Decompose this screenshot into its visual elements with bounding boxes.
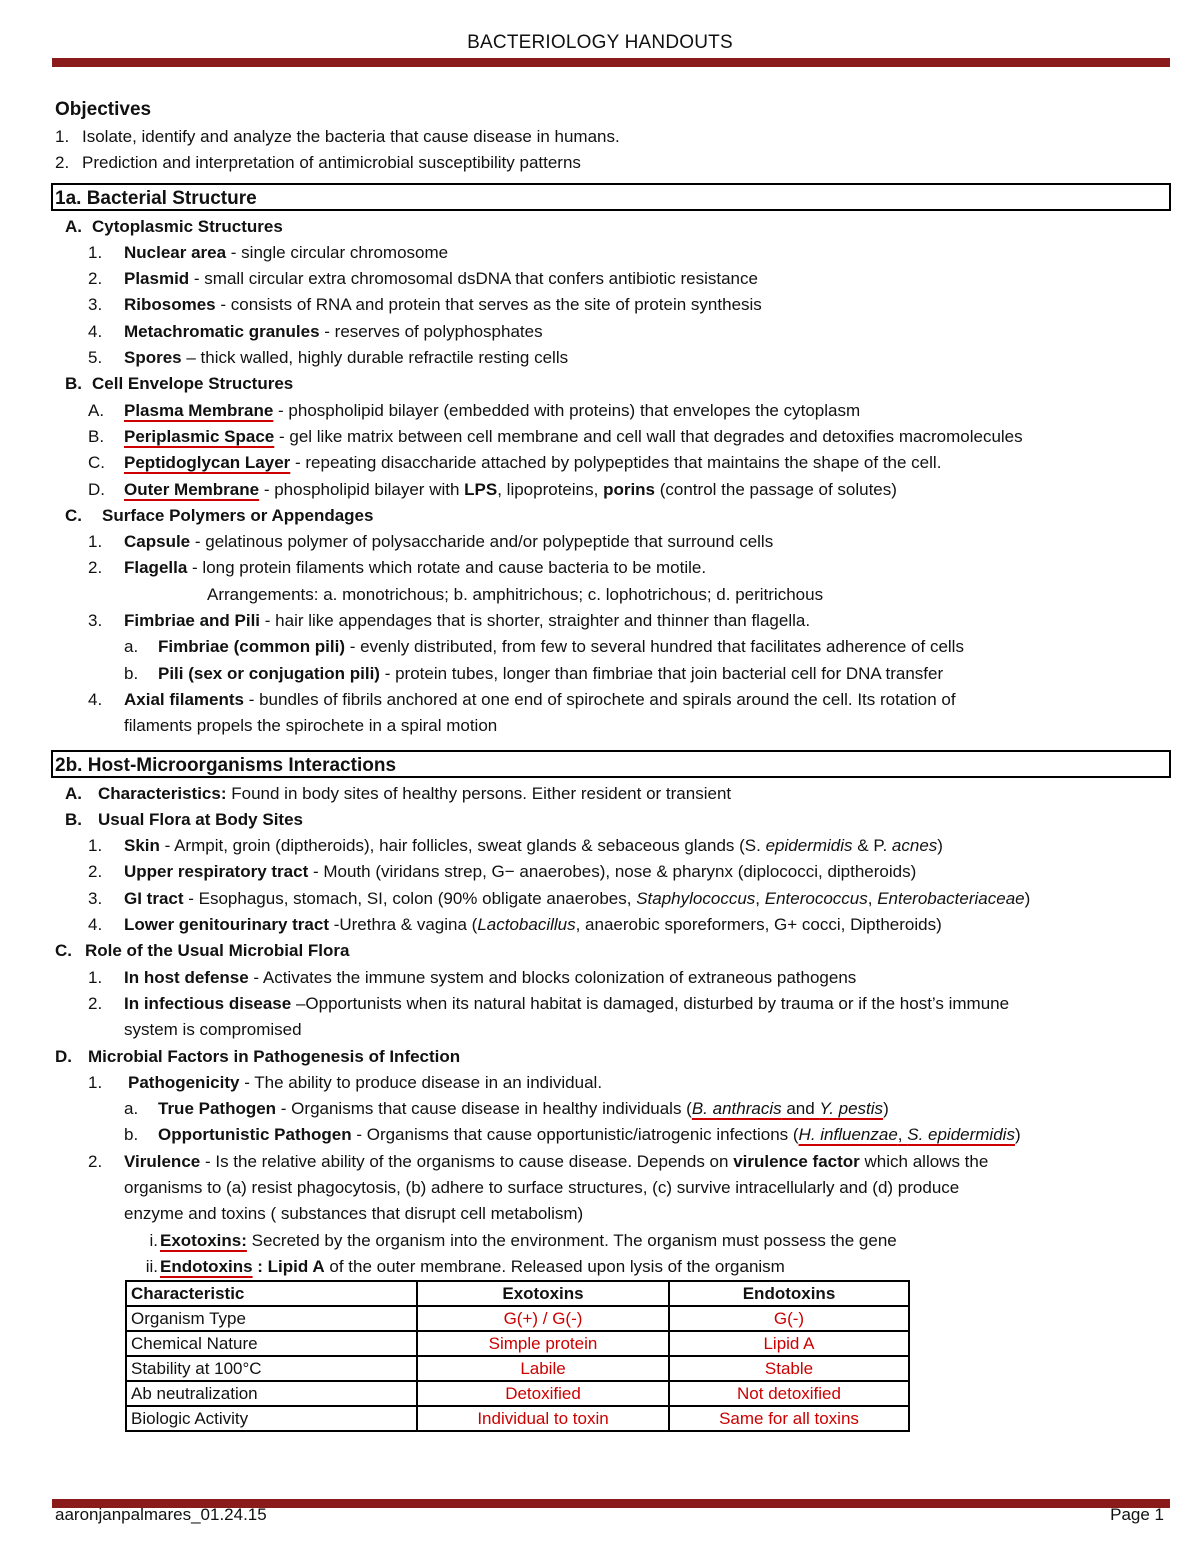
subsection-cell-envelope: B. Cell Envelope Structures [65,374,294,394]
list-item-continuation: Arrangements: a. monotrichous; b. amphitrichous; c. lophotrichous; d. peritrichous [207,584,824,604]
table-cell: Stability at 100°C [126,1356,417,1381]
table-cell: Same for all toxins [669,1406,909,1431]
list-item: ii. Endotoxins : Lipid A of the outer membrane. Released upon lysis of the organism [145,1256,785,1276]
table-cell: Ab neutralization [126,1381,417,1406]
list-item: 3. Ribosomes - consists of RNA and protein that serves as the site of protein synthesis [88,295,762,315]
table-header-cell: Characteristic [126,1281,417,1306]
subsection-characteristics: A. Characteristics: Found in body sites of healthy persons. Either resident or transient [65,783,732,803]
footer-author: aaronjanpalmares_01.24.15 [55,1505,267,1524]
objective-item: 2. Prediction and interpretation of antimicrobial susceptibility patterns [55,153,581,173]
list-item: 1. Pathogenicity - The ability to produce disease in an individual. [88,1072,603,1092]
list-item: A. Plasma Membrane - phospholipid bilayer (embedded with proteins) that envelopes the cytoplasm [88,400,861,420]
table-cell: Chemical Nature [126,1331,417,1356]
list-item: 1. Capsule - gelatinous polymer of polysaccharide and/or polypeptide that surround cells [88,532,774,552]
list-item-continuation: system is compromised [124,1020,302,1040]
page-header-title: BACTERIOLOGY HANDOUTS [467,32,733,53]
footer-page-number: Page 1 [1110,1505,1164,1524]
subsection-microbial-factors: D. Microbial Factors in Pathogenesis of Infection [55,1046,461,1066]
list-item-continuation: enzyme and toxins ( substances that disrupt cell metabolism) [124,1204,584,1224]
list-item: 1. Skin - Armpit, groin (diptheroids), hair follicles, sweat glands & sebaceous glands (S. epidermidis & P. acnes) [88,836,943,856]
list-item: b. Pili (sex or conjugation pili) - protein tubes, longer than fimbriae that join bacterial cell for DNA transfer [124,663,944,683]
subsection-role-flora: C. Role of the Usual Microbial Flora [55,941,350,961]
list-item-continuation: filaments propels the spirochete in a spiral motion [124,716,498,736]
table-cell: Organism Type [126,1306,417,1331]
section-heading-host-interactions: 2b. Host-Microorganisms Interactions [51,750,1171,778]
list-item: 4. Metachromatic granules - reserves of polyphosphates [88,321,543,341]
list-item: B. Periplasmic Space - gel like matrix between cell membrane and cell wall that degrades and detoxifies macromolecules [88,426,1023,446]
objectives-heading: Objectives [55,99,152,120]
table-cell: G(-) [669,1306,909,1331]
table-cell: Stable [669,1356,909,1381]
list-item: a. True Pathogen - Organisms that cause disease in healthy individuals (B. anthracis and Y. pestis) [124,1099,889,1119]
table-cell: Lipid A [669,1331,909,1356]
list-item: b. Opportunistic Pathogen - Organisms that cause opportunistic/iatrogenic infections (H. influenzae, S. epidermidis) [124,1125,1021,1145]
list-item: 1. In host defense - Activates the immune system and blocks colonization of extraneous pathogens [88,967,857,987]
table-cell: Biologic Activity [126,1406,417,1431]
list-item: 5. Spores – thick walled, highly durable refractile resting cells [88,348,569,368]
list-item-continuation: organisms to (a) resist phagocytosis, (b) adhere to surface structures, (c) survive intracellularly and (d) produce [124,1177,960,1197]
subsection-cytoplasmic: A. Cytoplasmic Structures [65,216,283,236]
list-item: 2. Virulence - Is the relative ability of the organisms to cause disease. Depends on virulence factor which allows the [88,1151,989,1171]
header-rule [52,58,1170,67]
list-item: 2. In infectious disease –Opportunists when its natural habitat is damaged, disturbed by trauma or if the host’s immune [88,993,1010,1013]
table-cell: Individual to toxin [417,1406,669,1431]
list-item: 4. Axial filaments - bundles of fibrils anchored at one end of spirochete and spirals around the cell. Its rotation of [88,689,956,709]
list-item: i. Exotoxins: Secreted by the organism into the environment. The organism must possess the gene [149,1230,897,1250]
table-row [126,1306,909,1331]
table-row [126,1381,909,1406]
list-item: 3. GI tract - Esophagus, stomach, SI, colon (90% obligate anaerobes, Staphylococcus, Enterococcus, Enterobacteriaceae) [88,888,1031,908]
table-row [126,1406,909,1431]
table-cell: Simple protein [417,1331,669,1356]
objective-item: 1. Isolate, identify and analyze the bacteria that cause disease in humans. [55,127,620,146]
list-item: C. Peptidoglycan Layer - repeating disaccharide attached by polypeptides that maintains the shape of the cell. [88,453,942,473]
list-item: D. Outer Membrane - phospholipid bilayer with LPS, lipoproteins, porins (control the passage of solutes) [88,479,897,499]
table-cell: Detoxified [417,1381,669,1406]
table-header-cell: Exotoxins [417,1281,669,1306]
table-header-row [126,1281,909,1306]
list-item: 2. Plasmid - small circular extra chromosomal dsDNA that confers antibiotic resistance [88,269,758,289]
table-cell: Labile [417,1356,669,1381]
list-item: 3. Fimbriae and Pili - hair like appendages that is shorter, straighter and thinner than flagella. [88,611,811,631]
list-item: 1. Nuclear area - single circular chromosome [88,242,449,262]
table-row [126,1331,909,1356]
list-item: 2. Flagella - long protein filaments which rotate and cause bacteria to be motile. [88,558,707,578]
section-heading-bacterial-structure: 1a. Bacterial Structure [51,183,1171,211]
table-header-cell: Endotoxins [669,1281,909,1306]
document-body [55,96,1165,1432]
table-row [126,1356,909,1381]
list-item: 2. Upper respiratory tract - Mouth (viridans strep, G− anaerobes), nose & pharynx (diplococci, diptheroids) [88,862,917,882]
subsection-surface-polymers: C. Surface Polymers or Appendages [65,505,374,525]
subsection-usual-flora: B. Usual Flora at Body Sites [65,809,303,829]
list-item: a. Fimbriae (common pili) - evenly distributed, from few to several hundred that facilitates adherence of cells [124,637,964,657]
toxin-comparison-table [125,1280,910,1432]
table-cell: Not detoxified [669,1381,909,1406]
table-cell: G(+) / G(-) [417,1306,669,1331]
list-item: 4. Lower genitourinary tract -Urethra & vagina (Lactobacillus, anaerobic sporeformers, G+ cocci, Diptheroids) [88,915,942,935]
